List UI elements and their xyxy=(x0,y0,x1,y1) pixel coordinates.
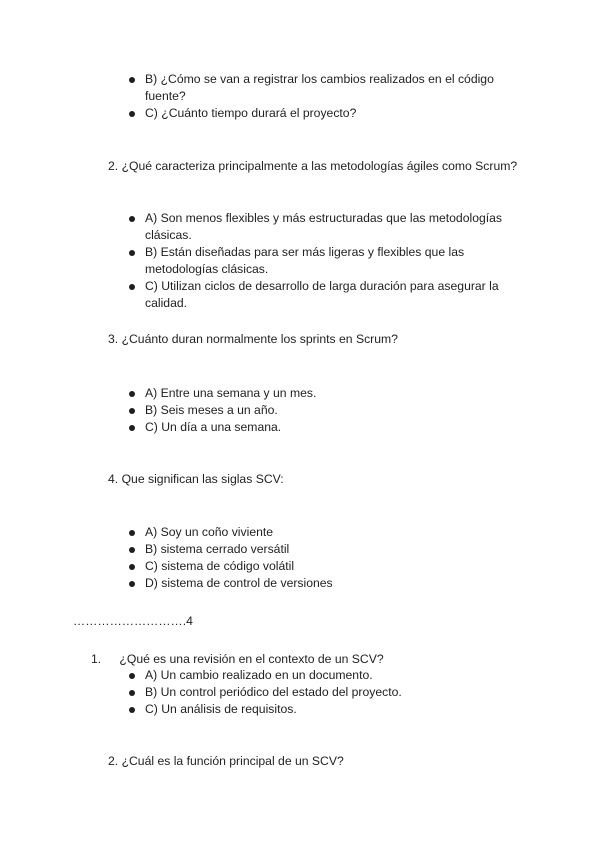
bullet xyxy=(129,530,135,536)
question-text: Que significan las siglas SCV: xyxy=(121,472,284,486)
section2-question-2 xyxy=(108,753,344,769)
q4-option-c: C) sistema de código volátil xyxy=(145,559,295,573)
bullet xyxy=(129,111,135,117)
option-b-line-1: B) ¿Cómo se van a registrar los cambios realizados en el código xyxy=(145,72,494,86)
bullet xyxy=(129,564,135,570)
bullet xyxy=(129,707,135,713)
bullet xyxy=(129,673,135,679)
question-2 xyxy=(108,158,517,174)
q2-option-a-line-1: A) Son menos flexibles y más estructuradas que las metodologías xyxy=(145,211,503,225)
bullet xyxy=(129,408,135,414)
question-text: ¿Cuánto duran normalmente los sprints en Scrum? xyxy=(121,332,398,346)
q3-option-a: A) Entre una semana y un mes. xyxy=(145,386,317,400)
q3-option-c: C) Un día a una semana. xyxy=(145,420,282,434)
q3-option-b: B) Seis meses a un año. xyxy=(145,403,278,417)
question-number: 3. xyxy=(108,332,119,346)
bullet xyxy=(129,391,135,397)
q2-option-c-line-1: C) Utilizan ciclos de desarrollo de larga duración para asegurar la xyxy=(145,279,499,293)
question-text: ¿Qué caracteriza principalmente a las metodologías ágiles como Scrum? xyxy=(121,159,518,173)
section-separator: ……………………….4 xyxy=(73,614,193,628)
question-text: ¿Qué es una revisión en el contexto de un SCV? xyxy=(119,652,384,666)
question-number: 4. xyxy=(108,472,119,486)
bullet xyxy=(129,77,135,83)
question-number: 1. xyxy=(91,652,102,666)
bullet xyxy=(129,547,135,553)
question-3 xyxy=(108,331,398,347)
section2-question-1 xyxy=(91,651,384,667)
q4-option-d: D) sistema de control de versiones xyxy=(145,576,333,590)
question-text: ¿Cuál es la función principal de un SCV? xyxy=(121,754,344,768)
question-4 xyxy=(108,471,284,487)
s2q1-option-a: A) Un cambio realizado en un documento. xyxy=(145,668,373,682)
bullet xyxy=(129,581,135,587)
q2-option-b-line-1: B) Están diseñadas para ser más ligeras y flexibles que las xyxy=(145,245,465,259)
q2-option-c-line-2: calidad. xyxy=(145,296,188,310)
bullet xyxy=(129,216,135,222)
bullet xyxy=(129,250,135,256)
option-b-line-2: fuente? xyxy=(145,89,186,103)
q4-option-b: B) sistema cerrado versátil xyxy=(145,542,290,556)
q2-option-b-line-2: metodologías clásicas. xyxy=(145,262,269,276)
s2q1-option-c: C) Un análisis de requisitos. xyxy=(145,702,297,716)
q4-option-a: A) Soy un coño viviente xyxy=(145,525,274,539)
option-c: C) ¿Cuánto tiempo durará el proyecto? xyxy=(145,106,357,120)
bullet xyxy=(129,425,135,431)
s2q1-option-b: B) Un control periódico del estado del proyecto. xyxy=(145,685,402,699)
q2-option-a-line-2: clásicas. xyxy=(145,228,192,242)
question-number: 2. xyxy=(108,754,119,768)
question-number: 2. xyxy=(108,159,119,173)
bullet xyxy=(129,284,135,290)
bullet xyxy=(129,690,135,696)
